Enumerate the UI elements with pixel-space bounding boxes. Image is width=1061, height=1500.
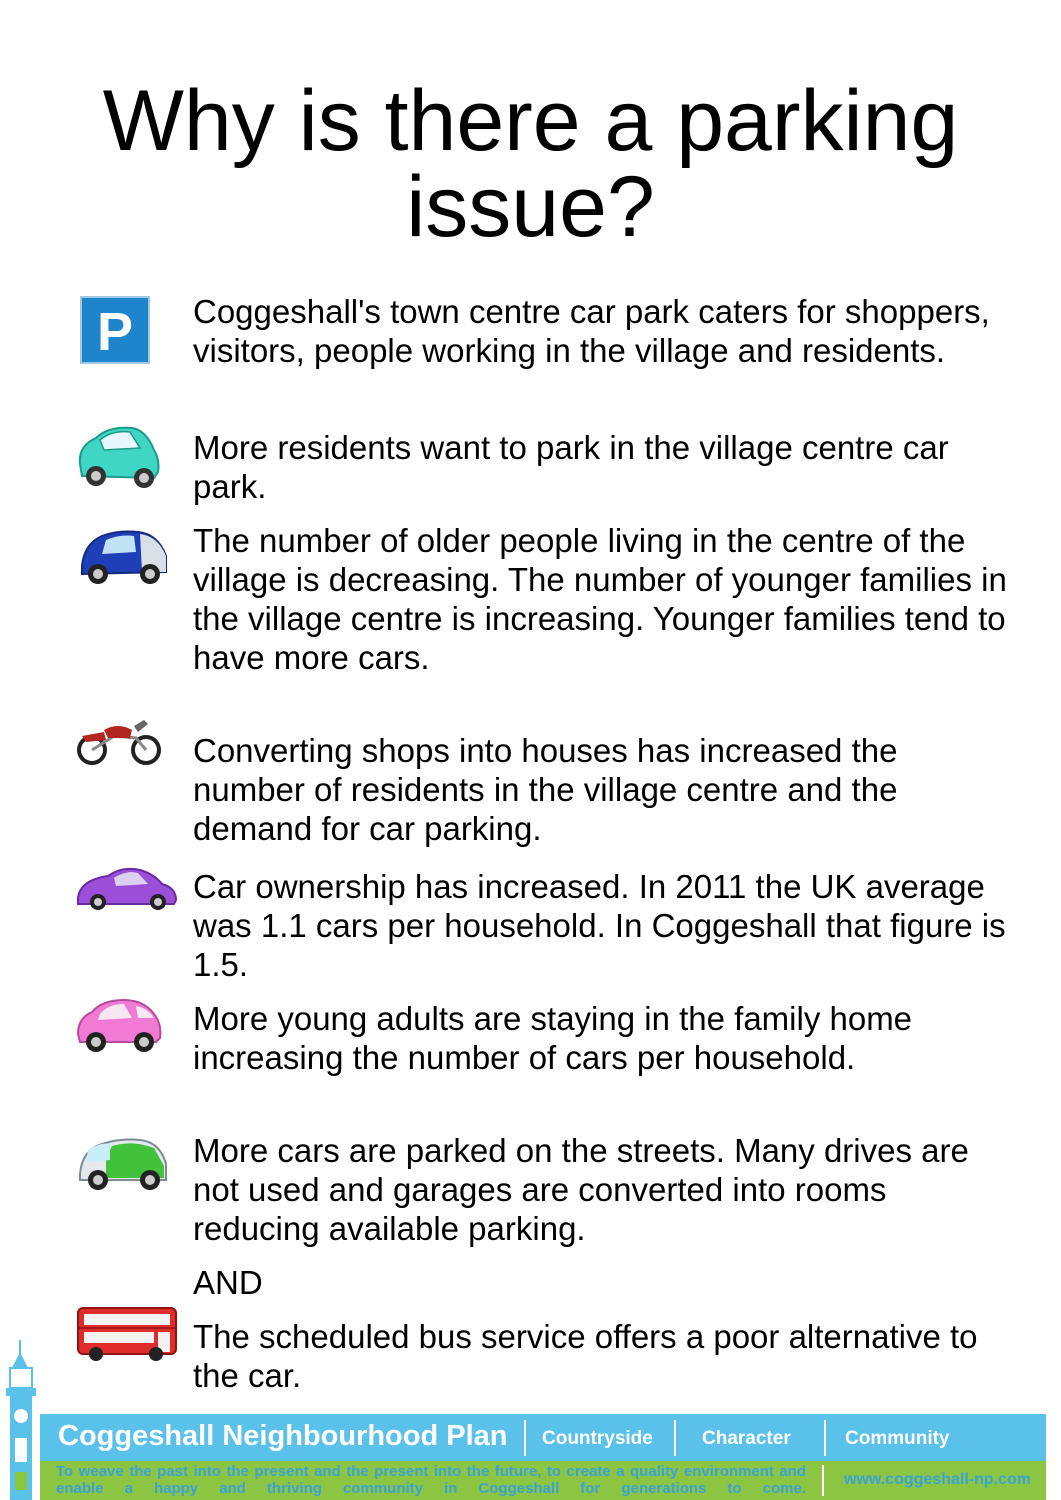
list-item-car-ownership: Car ownership has increased. In 2011 the UK average was 1.1 cars per household. In Coggeshall that figure is 1.5. <box>193 868 1006 983</box>
footer-banner <box>40 1414 1046 1461</box>
motorcycle-icon <box>74 716 164 766</box>
footer-plan-name: Coggeshall Neighbourhood Plan <box>58 1420 508 1452</box>
footer-tagline: To weave the past into the present and the present into the future, to create a quality environment and enable a happy and thriving community in Coggeshall for generations to come. <box>56 1463 806 1497</box>
list-item-street-parking: More cars are parked on the streets. Many drives are not used and garages are converted into rooms reducing available parking. <box>193 1132 969 1247</box>
footer-divider <box>524 1420 526 1456</box>
footer-divider <box>822 1465 824 1496</box>
footer-tagline-bar <box>40 1461 1046 1500</box>
parking-sign-icon <box>80 296 150 364</box>
purple-beetle-car-icon <box>74 866 180 912</box>
footer-pillar-character: Character <box>702 1428 791 1449</box>
blue-small-car-icon <box>78 526 170 588</box>
pink-car-icon <box>74 994 164 1056</box>
red-bus-icon <box>76 1306 178 1362</box>
list-item-younger-families: The number of older people living in the centre of the village is decreasing. The number of younger families in the village centre is increasing. Younger families tend to have more cars. <box>193 522 1007 676</box>
and-label: AND <box>193 1264 263 1301</box>
footer-pillar-countryside: Countryside <box>542 1428 653 1449</box>
list-item-car-park-users: Coggeshall's town centre car park caters for shoppers, visitors, people working in the village and residents. <box>193 293 990 369</box>
footer-website-link[interactable]: www.coggeshall-np.com <box>844 1471 1031 1488</box>
footer-divider <box>674 1420 676 1456</box>
list-item-more-residents: More residents want to park in the village centre car park. <box>193 429 949 505</box>
list-item-shops-converted: Converting shops into houses has increased the number of residents in the village centre and the demand for car parking. <box>193 732 898 847</box>
page-title-line-1: Why is there a parking <box>102 73 959 169</box>
page-title <box>0 73 1061 255</box>
green-small-car-icon <box>76 1134 170 1194</box>
svg-text:P: P <box>96 302 134 362</box>
footer-pillar-community: Community <box>845 1428 950 1449</box>
list-item-bus-service: The scheduled bus service offers a poor alternative to the car. <box>193 1318 978 1394</box>
turquoise-car-icon <box>74 420 162 492</box>
footer-divider <box>824 1420 826 1456</box>
list-item-young-adults: More young adults are staying in the family home increasing the number of cars per household. <box>193 1000 913 1076</box>
page-title-line-2: issue? <box>406 159 655 255</box>
